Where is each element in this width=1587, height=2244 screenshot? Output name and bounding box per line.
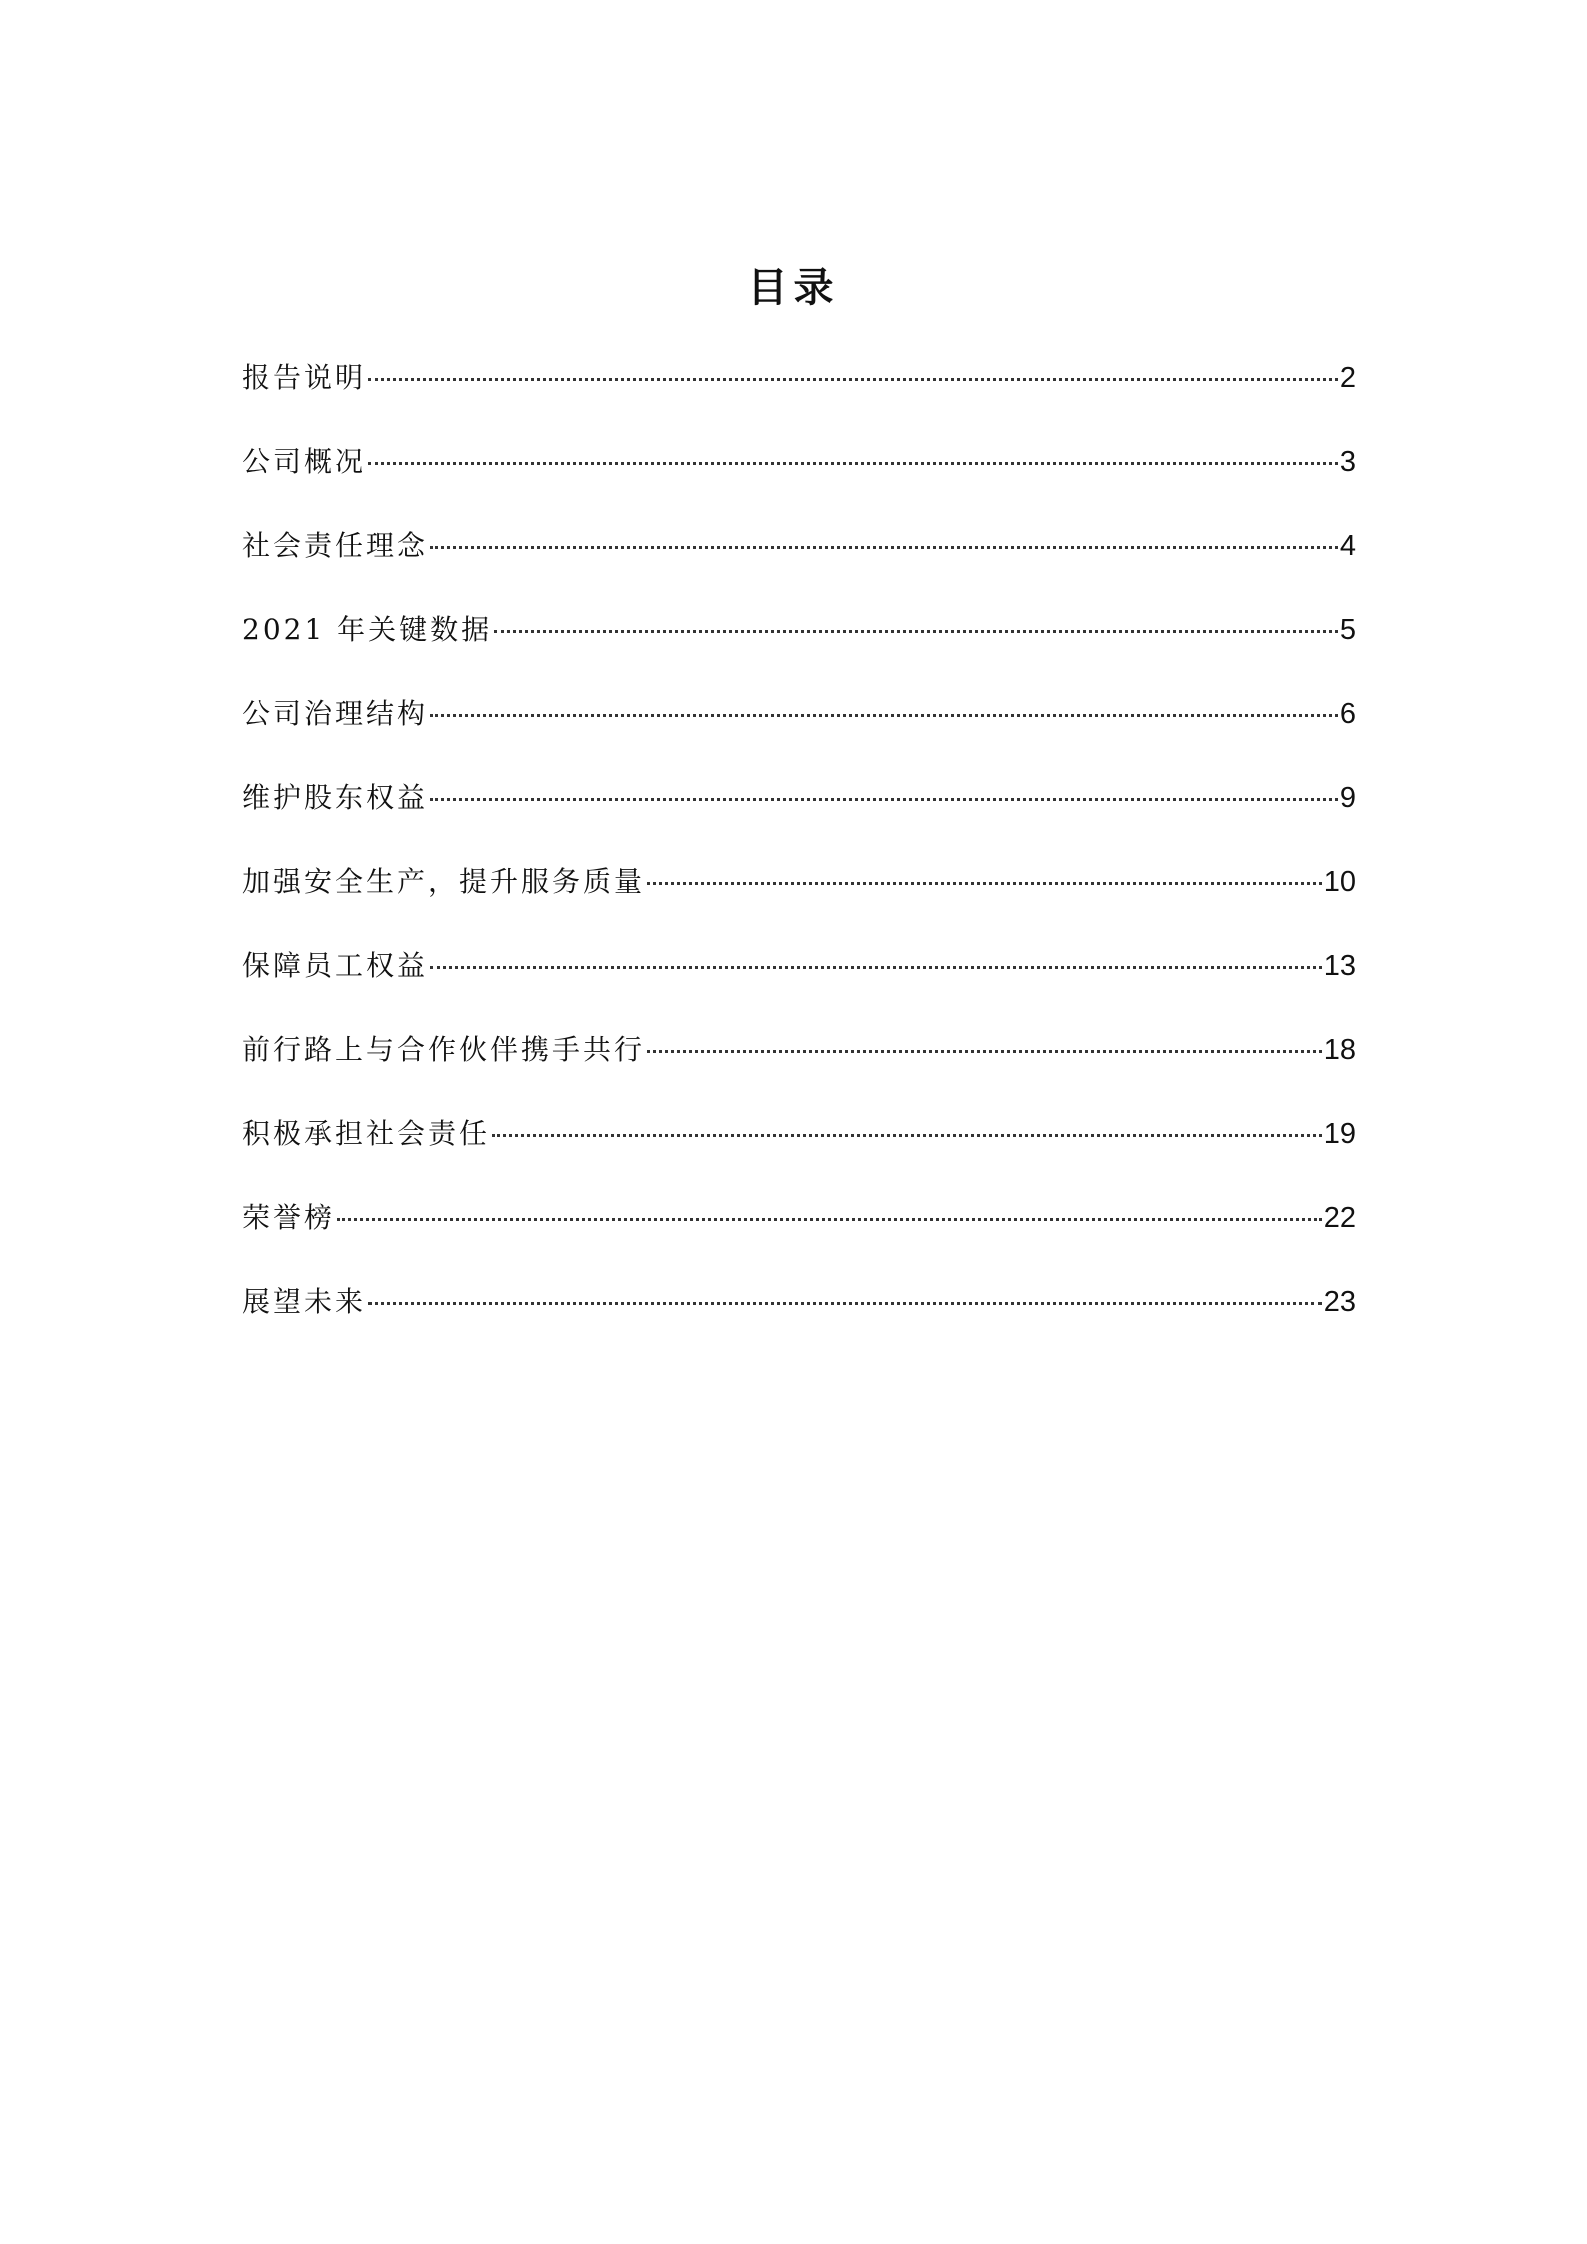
toc-entry-label: 积极承担社会责任 — [242, 1117, 491, 1150]
toc-entry[interactable] — [242, 1194, 1356, 1278]
toc-entry[interactable] — [242, 1110, 1356, 1194]
toc-entry-page: 19 — [1323, 1118, 1356, 1150]
toc-entry-label: 社会责任理念 — [242, 529, 429, 562]
toc-entry-page: 18 — [1323, 1034, 1356, 1066]
toc-dot-leader — [368, 378, 1338, 381]
toc-entry[interactable] — [242, 774, 1356, 858]
toc-entry-label: 公司概况 — [242, 445, 367, 478]
toc-dot-leader — [337, 1218, 1322, 1221]
toc-entry-label: 2021 年关键数据 — [242, 613, 493, 646]
toc-entry-page: 23 — [1323, 1286, 1356, 1318]
toc-entry[interactable] — [242, 942, 1356, 1026]
toc-dot-leader — [492, 1134, 1322, 1137]
toc-entry[interactable] — [242, 438, 1356, 522]
toc-entry[interactable] — [242, 858, 1356, 942]
toc-entry[interactable] — [242, 690, 1356, 774]
toc-dot-leader — [430, 546, 1338, 549]
toc-entry-page: 2 — [1339, 362, 1356, 394]
toc-entry-page: 13 — [1323, 950, 1356, 982]
toc-entry[interactable] — [242, 1278, 1356, 1362]
toc-entry[interactable] — [242, 522, 1356, 606]
toc-dot-leader — [430, 714, 1338, 717]
table-of-contents — [242, 354, 1356, 1362]
toc-entry-page: 9 — [1339, 782, 1356, 814]
toc-dot-leader — [647, 882, 1322, 885]
toc-dot-leader — [368, 462, 1338, 465]
toc-entry-label: 展望未来 — [242, 1285, 367, 1318]
toc-dot-leader — [647, 1050, 1322, 1053]
toc-entry-label: 报告说明 — [242, 361, 367, 394]
toc-entry[interactable] — [242, 1026, 1356, 1110]
toc-entry-label: 加强安全生产，提升服务质量 — [242, 865, 646, 898]
toc-dot-leader — [368, 1302, 1322, 1305]
toc-dot-leader — [494, 630, 1338, 633]
toc-entry-page: 22 — [1323, 1202, 1356, 1234]
toc-entry-page: 5 — [1339, 614, 1356, 646]
toc-entry-label: 维护股东权益 — [242, 781, 429, 814]
toc-entry-page: 3 — [1339, 446, 1356, 478]
toc-entry-page: 6 — [1339, 698, 1356, 730]
toc-entry-label: 荣誉榜 — [242, 1201, 336, 1234]
toc-title: 目录 — [747, 265, 840, 311]
toc-entry[interactable] — [242, 606, 1356, 690]
toc-entry-page: 4 — [1339, 530, 1356, 562]
toc-dot-leader — [430, 966, 1322, 969]
toc-entry-page: 10 — [1323, 866, 1356, 898]
toc-entry-label: 保障员工权益 — [242, 949, 429, 982]
toc-entry-label: 前行路上与合作伙伴携手共行 — [242, 1033, 646, 1066]
toc-dot-leader — [430, 798, 1338, 801]
toc-entry[interactable] — [242, 354, 1356, 438]
toc-entry-label: 公司治理结构 — [242, 697, 429, 730]
